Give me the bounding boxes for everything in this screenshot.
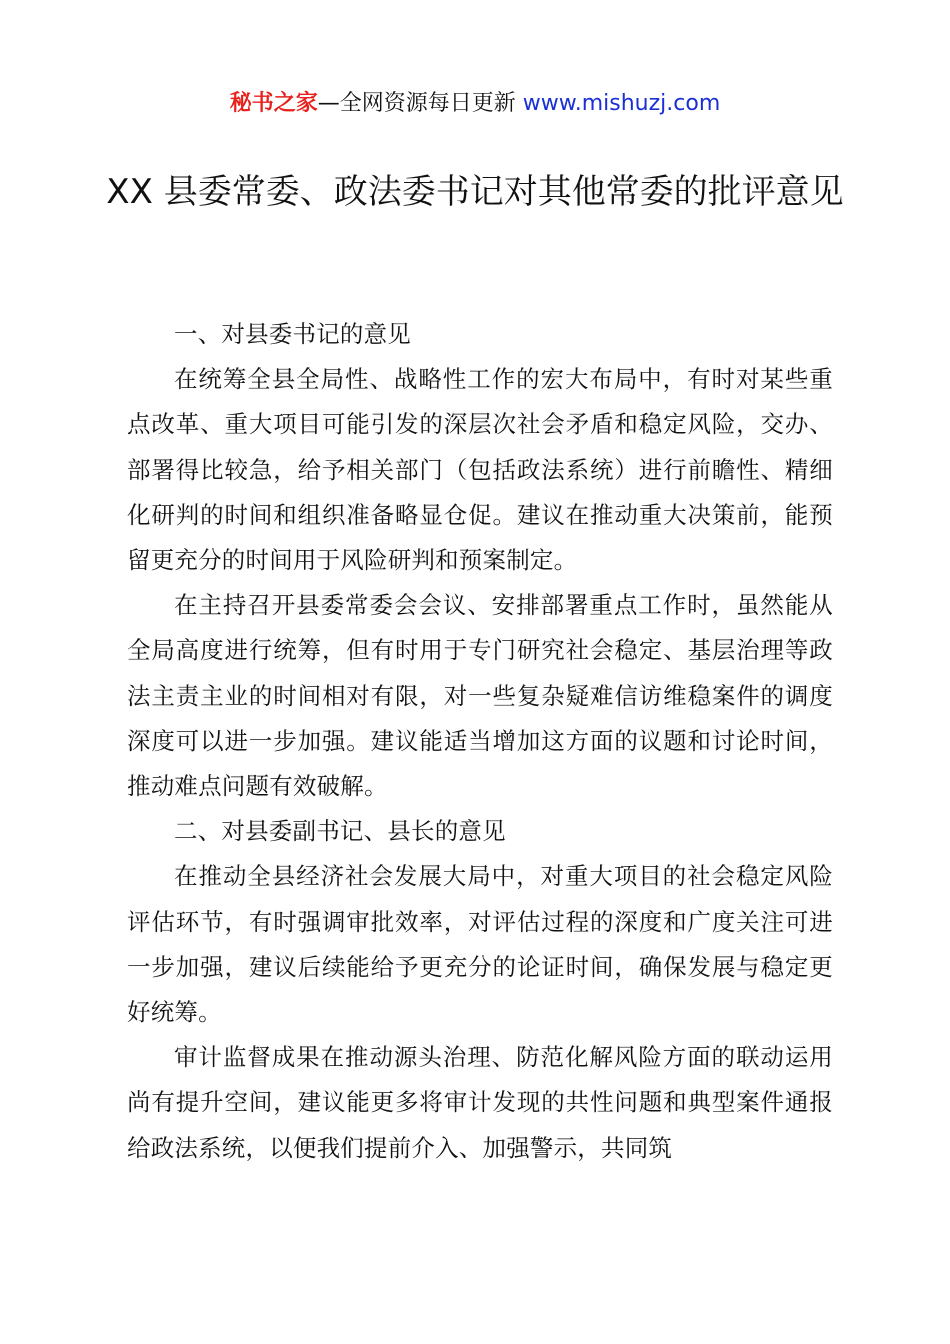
- section-heading: 一、对县委书记的意见: [174, 320, 411, 348]
- section-heading: 二、对县委副书记、县长的意见: [174, 817, 506, 846]
- brand-name: 秘书之家: [229, 91, 318, 116]
- header-slogan: —全网资源每日更新: [317, 91, 523, 116]
- document-body: [127, 312, 833, 1171]
- body-paragraph: 审计监督成果在推动源头治理、防范化解风险方面的联动运用尚有提升空间，建议能更多将审计发现的共性问题和典型案件通报给政法系统，以便我们提前介入、加强警示，共同筑: [127, 1043, 833, 1162]
- page-header: [0, 88, 950, 120]
- header-url-link[interactable]: www.mishuzj.com: [522, 91, 721, 116]
- body-paragraph: 在推动全县经济社会发展大局中，对重大项目的社会稳定风险评估环节，有时强调审批效率，对评估过程的深度和广度关注可进一步加强，建议后续能给予更充分的论证时间，确保发展与稳定更好统筹。: [127, 862, 833, 1027]
- body-paragraph: 在统筹全县全局性、战略性工作的宏大布局中，有时对某些重点改革、重大项目可能引发的深层次社会矛盾和稳定风险，交办、部署得比较急，给予相关部门（包括政法系统）进行前瞻性、精细化研判的时间和组织准备略显仓促。建议在推动重大决策前，能预留更充分的时间用于风险研判和预案制定。: [127, 365, 833, 575]
- body-paragraph: 在主持召开县委常委会会议、安排部署重点工作时，虽然能从全局高度进行统筹，但有时用于专门研究社会稳定、基层治理等政法主责主业的时间相对有限，对一些复杂疑难信访维稳案件的调度深度可以进一步加强。建议能适当增加这方面的议题和讨论时间，推动难点问题有效破解。: [127, 591, 833, 801]
- document-title: XX 县委常委、政法委书记对其他常委的批评意见: [106, 172, 844, 212]
